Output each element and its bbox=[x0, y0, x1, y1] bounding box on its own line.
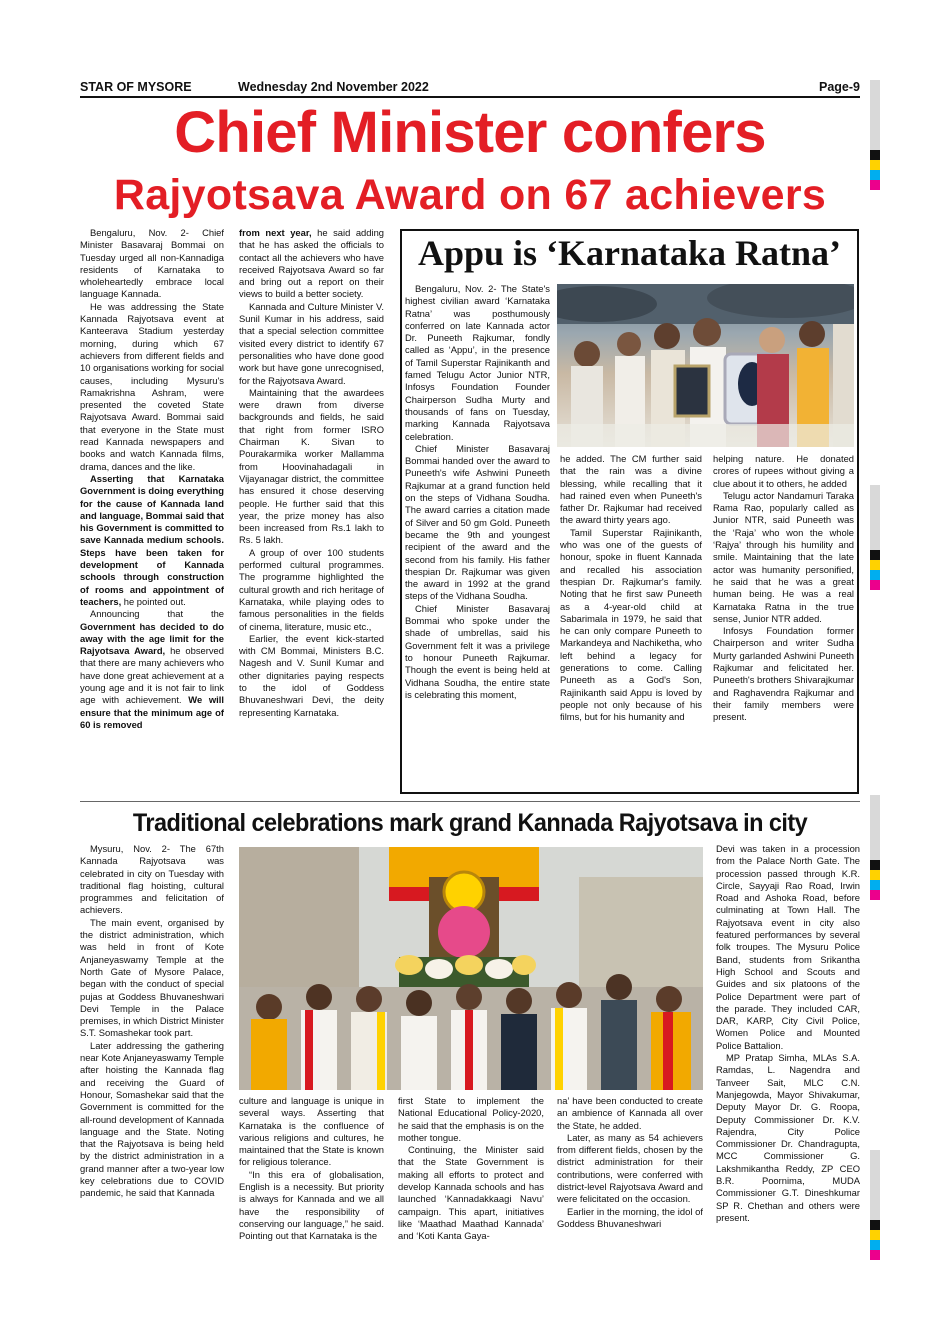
paragraph: “In this era of globalisation, English is a necessity. But priority is always for Kannada and we all have the responsibility of conserving our language,” he said. Pointing out that Karnataka is the bbox=[239, 1168, 384, 1242]
paragraph: Later, as many as 54 achievers from different fields, chosen by the district administration for their contributions, were conferred with district-level Rajyotsava Award and were felicitated on the occasion. bbox=[557, 1131, 703, 1205]
paragraph: Tamil Superstar Rajinikanth, who was one of the guests of honour, spoke in fluent Kannada and recalled his association thespian Dr. Rajkumar's family. Noting that he first saw Puneeth as a 4-year-old child at Sabarimala in 1979, he said that he can only compare Puneeth to Markandeya and Nachiketha, who left behind a legacy for generations to come. Calling Puneeth as a God's Son, Rajinikanth said Appu is loved by people not only because of his films, but for his humanity and bbox=[560, 526, 702, 723]
paragraph: first State to implement the National Educational Policy-2020, he said that the emphasis is on the mother tongue. bbox=[398, 1095, 544, 1143]
header-rule bbox=[80, 96, 860, 98]
paragraph: Later addressing the gathering near Kote Anjaneyaswamy Temple after hoisting the Kannada flag and receiving the Guard of Honour, Somashekar said that the Government is committed for the all-round development of Kannada language and the State. Noting that the Rajyotsava is being held by the district administration in a grand manner after a two-year low key celebrations due to COVID pandemic, he said that Kannada bbox=[80, 1039, 224, 1199]
paragraph: culture and language is unique in several ways. Asserting that Karnataka is the confluence of various religions and cultures, he maintained that the State is known for religious tolerance. bbox=[239, 1095, 384, 1168]
print-margin-bar bbox=[870, 485, 880, 550]
procession-illustration bbox=[239, 847, 703, 1090]
black-swatch bbox=[870, 1220, 880, 1230]
section-divider bbox=[80, 801, 860, 802]
cyan-swatch bbox=[870, 570, 880, 580]
story1-column-2 bbox=[239, 227, 384, 797]
bold-text: Asserting that Karnataka Government is doing everything for the cause of Kannada land and language, Bommai said that his Government is committed to save Kannada medium schools. Steps have been taken for development of Kannada schools through construction of rooms and appointment of teachers, bbox=[80, 472, 224, 607]
paragraph: The main event, organised by the district administration, which was held in front of Kote Anjaneyaswamy Temple at the North Gate of Mysore Palace, began with the conduct of special pujas at Goddess Bhuvaneshwari Devi Temple in the Palace premises, in which District Minister S.T. Somashekar took part. bbox=[80, 916, 224, 1039]
black-swatch bbox=[870, 550, 880, 560]
paragraph: Infosys Foundation former Chairperson and writer Sudha Murty garlanded Ashwini Puneeth Rajkumar and felicitated her. Puneeth's brothers Shivarajkumar and Raghavendra Rajkumar and their family members were present. bbox=[713, 625, 854, 723]
bold-text: Government has decided to do away with the age limit for the Rajyotsava Award, bbox=[80, 620, 224, 657]
yellow-swatch bbox=[870, 1230, 880, 1240]
story3-column-5 bbox=[716, 843, 860, 1263]
paragraph bbox=[239, 227, 384, 301]
issue-date: Wednesday 2nd November 2022 bbox=[238, 80, 429, 94]
city-celebration-headline: Traditional celebrations mark grand Kannada Rajyotsava in city bbox=[132, 809, 808, 837]
award-ceremony-photo bbox=[557, 284, 854, 447]
paragraph: helping nature. He donated crores of rupees without giving a clue about it to others, he added bbox=[713, 453, 854, 489]
paragraph: Kannada and Culture Minister V. Sunil Kumar in his address, said that a special selection committee visited every district to identify 67 personalities who have done good work but have gone unrecognised, for the Rajyotsava Award. bbox=[239, 300, 384, 386]
text: he observed that there are many achievers who have done great achievement at a young age and it is not fair to link age with achievement. bbox=[80, 645, 224, 706]
print-margin-bar bbox=[870, 1150, 880, 1220]
paragraph: Chief Minister Basavaraj Bommai handed over the award to Puneeth's wife Ashwini Puneeth Rajkumar at a grand function held on the steps of Vidhana Soudha. The award carries a citation made of Silver and 50 gm Gold. Puneeth became the 9th and youngest recipient of the award and the second from his family. His father thespian Dr. Rajkumar was given the award in 1992 at the grand steps of the Vidhana Soudha. bbox=[405, 442, 550, 602]
cyan-swatch bbox=[870, 170, 880, 180]
appu-story-title: Appu is ‘Karnataka Ratna’ bbox=[417, 233, 842, 273]
story3-column-4 bbox=[557, 1095, 703, 1263]
paragraph: Earlier, the event kick-started with CM Bommai, Ministers B.C. Nagesh and V. Sunil Kumar and other dignitaries paying respects to the idol of Goddess Bhuvaneshwari Devi, the deity representing Karnataka. bbox=[239, 632, 384, 718]
newspaper-name: STAR OF MYSORE bbox=[80, 80, 192, 94]
magenta-swatch bbox=[870, 1250, 880, 1260]
magenta-swatch bbox=[870, 180, 880, 190]
paragraph: Telugu actor Nandamuri Taraka Rama Rao, popularly called as Junior NTR, said Puneeth was the ‘Raja’ who won the whole ‘Rajya’ through his humility and smile. Maintaining that the late actor was humanity personified, he said that he was a great human being. He was a real Karnataka Ratna in the true sense, Junior NTR added. bbox=[713, 489, 854, 624]
black-swatch bbox=[870, 150, 880, 160]
paragraph: Earlier in the morning, the idol of Goddess Bhuvaneshwari bbox=[557, 1205, 703, 1229]
paragraph: Continuing, the Minister said that the State Government is making all efforts to protect and develop Kannada schools and has launched ‘Kannadakkaagi Navu’ campaign. This apart, initiatives like ‘Maathad Maathad Kannada’ and ‘Koti Kanta Gaya- bbox=[398, 1144, 544, 1242]
main-headline-line2: Rajyotsava Award on 67 achievers bbox=[113, 171, 827, 219]
yellow-swatch bbox=[870, 870, 880, 880]
text: he pointed out. bbox=[121, 595, 186, 607]
paragraph: Maintaining that the awardees were drawn from diverse backgrounds and fields, he said that right from former ISRO Chairman K. Sivan to Pourakarmika worker Mallamma from Hoovinahadagali in Vijayanagar district, the committee has ensured it chose deserving people. He further said that this year, the prize money has also been increased from Rs.1 lakh to Rs. 5 lakh. bbox=[239, 386, 384, 546]
procession-photo bbox=[239, 847, 703, 1090]
paragraph: MP Pratap Simha, MLAs S.A. Ramdas, L. Nagendra and Tanveer Sait, MLC C.N. Manjegowda, Mayor Shivakumar, Deputy Mayor Dr. G. Roopa, Deputy Commissioner Dr. K.V. Rajendra, City Police Commissioner Dr. Chandragupta, MCC Commissioner G. Lakshmikantha Reddy, ZP CEO B.R. Poornima, MUDA Commissioner G.T. Dineshkumar SP R. Chethan and others were present. bbox=[716, 1052, 860, 1223]
page-number: Page-9 bbox=[819, 80, 860, 94]
yellow-swatch bbox=[870, 560, 880, 570]
story2-column-1 bbox=[405, 283, 550, 789]
cyan-swatch bbox=[870, 880, 880, 890]
story2-column-3 bbox=[713, 453, 854, 789]
paragraph: na’ have been conducted to create an ambience of Kannada all over the State, he added. bbox=[557, 1095, 703, 1131]
bold-text: We will ensure that the minimum age of 60 is removed bbox=[80, 694, 224, 730]
story3-column-3 bbox=[398, 1095, 544, 1263]
paragraph: Chief Minister Basavaraj Bommai who spoke under the shade of umbrellas, said his Government felt it was a privilege to honour Puneeth Rajkumar. Though the event is being held at Vidhana Soudha, the entire state is celebrating this moment, bbox=[405, 602, 550, 700]
paragraph: Devi was taken in a procession from the Palace North Gate. The procession passed through K.R. Circle, Sayyaji Rao Road, Irwin Road and Ashoka Road, before culminating at Town Hall. The Rajyotsava event in city also featured performances by several folk troupes. The Mysuru Police Band, students from Srikantha High School and Scouts and Guides and six platoons of the Police Department were part of the parade. They included CAR, DAR, KARP, City Civil Police, Women Police and Mounted Police Battalion. bbox=[716, 843, 860, 1051]
story3-column-1 bbox=[80, 843, 224, 1263]
paragraph bbox=[80, 473, 224, 608]
paragraph: Mysuru, Nov. 2- The 67th Kannada Rajyotsava was celebrated in city on Tuesday with traditional flag hoisting, cultural programmes and felicitation of achievers. bbox=[80, 843, 224, 916]
paragraph: He was addressing the State Kannada Rajyotsava event at Kanteerava Stadium yesterday morning, during which 67 achievers from different fields and 10 organisations working for social causes, including Mysuru's Ramakrishna Ashram, were presented the coveted State Rajyotsava Award. Bommai said that everyone in the State must read Kannada newspapers and books and watch Kannada films, drama, dances and the like. bbox=[80, 300, 224, 472]
story3-column-2 bbox=[239, 1095, 384, 1263]
text: Announcing that the bbox=[90, 608, 224, 620]
yellow-swatch bbox=[870, 160, 880, 170]
black-swatch bbox=[870, 860, 880, 870]
main-headline-line1: Chief Minister confers bbox=[174, 100, 766, 165]
paragraph: Bengaluru, Nov. 2- Chief Minister Basavaraj Bommai on Tuesday urged all non-Kannadiga residents of Karnataka to wholeheartedly embrace local language Kannada. bbox=[80, 227, 224, 300]
paragraph: A group of over 100 students performed cultural programmes. The programme highlighted the cultural growth and rich heritage of Karnataka, while playing odes to famous personalities in the fields of cinema, literature, music etc., bbox=[239, 546, 384, 632]
print-margin-bar bbox=[870, 795, 880, 860]
story2-column-2 bbox=[560, 453, 702, 789]
magenta-swatch bbox=[870, 890, 880, 900]
print-margin-bar bbox=[870, 80, 880, 150]
magenta-swatch bbox=[870, 580, 880, 590]
cyan-swatch bbox=[870, 1240, 880, 1250]
bold-text: from next year, bbox=[239, 227, 312, 238]
paragraph: Bengaluru, Nov. 2- The State's highest civilian award ‘Karnataka Ratna’ was posthumously conferred on late Kannada actor Dr. Puneeth Rajkumar, fondly called as ‘Appu’, in the presence of Tamil Superstar Rajinikanth and famed Telugu Actor Junior NTR, Infosys Foundation Founder Chairperson Sudha Murty and thousands of fans on Tuesday, marking Kannada Rajyotsava celebration. bbox=[405, 283, 550, 442]
paragraph: he added. The CM further said that the rain was a divine blessing, while recalling that it had rained even when Puneeth's father Dr. Rajkumar had received the award thirty years ago. bbox=[560, 453, 702, 526]
paragraph bbox=[80, 608, 224, 731]
story1-column-1 bbox=[80, 227, 224, 797]
text: he said adding that he has asked the officials to contact all the achievers who have received Rajyotsava Award so far and bring out a report on their views to build a better society. bbox=[239, 227, 384, 300]
award-ceremony-illustration bbox=[557, 284, 854, 447]
